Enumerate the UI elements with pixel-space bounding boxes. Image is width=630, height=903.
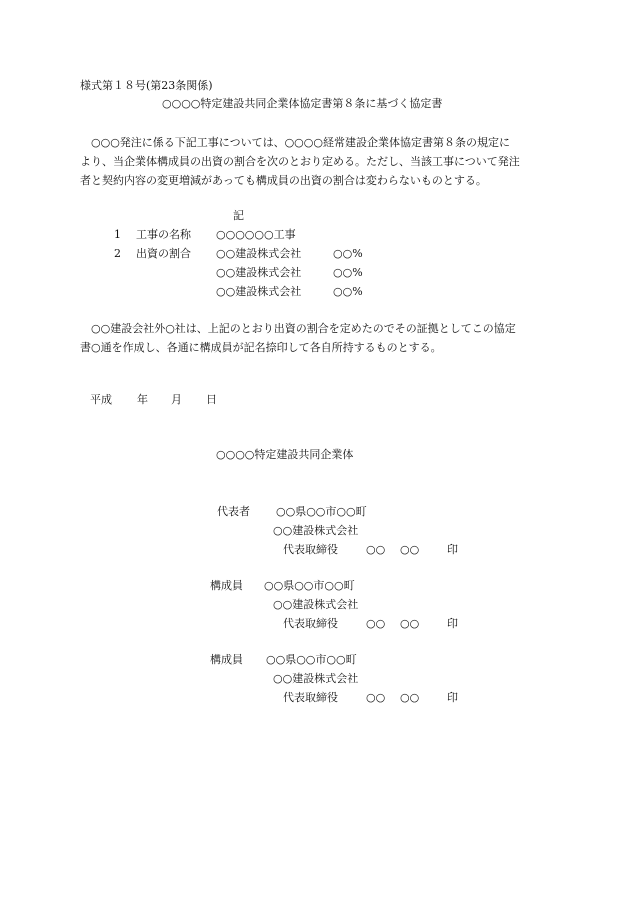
item-2-number: 2: [114, 247, 121, 260]
signatory-3-company: ○○建設株式会社: [273, 672, 359, 685]
signatory-2-position: 代表取締役: [283, 617, 338, 630]
date-year: 年: [137, 393, 148, 406]
share-company-3: ○○建設株式会社: [216, 285, 302, 298]
signatory-2-company: ○○建設株式会社: [273, 598, 359, 611]
signatory-2-name-2: ○○: [400, 617, 420, 630]
share-company-1: ○○建設株式会社: [216, 247, 302, 260]
share-percent-2: ○○%: [333, 266, 363, 279]
date-era: 平成: [90, 393, 112, 406]
signatory-3-name-1: ○○: [366, 691, 386, 704]
date-month: 月: [171, 393, 182, 406]
share-company-2: ○○建設株式会社: [216, 266, 302, 279]
signatory-1-name-2: ○○: [400, 543, 420, 556]
work-name: ○○○○○○工事: [216, 228, 296, 241]
signatory-3-seal: 印: [447, 691, 458, 704]
intro-line-3: 者と契約内容の変更増減があっても構成員の出資の割合は変わらないものとする。: [80, 174, 487, 187]
signatory-1-role: 代表者: [217, 505, 250, 518]
jv-name: ○○○○特定建設共同企業体: [216, 448, 354, 461]
closing-line-1: ○○建設会社外○社は、上記のとおり出資の割合を定めたのでその証拠としてこの協定: [80, 322, 516, 335]
item-2-label: 出資の割合: [136, 247, 191, 260]
signatory-1-seal: 印: [447, 543, 458, 556]
intro-line-1: ○○○発注に係る下記工事については、○○○○経常建設企業体協定書第８条の規定に: [80, 136, 510, 149]
signatory-3-address: ○○県○○市○○町: [266, 653, 357, 666]
signatory-2-role: 構成員: [210, 579, 243, 592]
signatory-1-company: ○○建設株式会社: [273, 524, 359, 537]
document-title: ○○○○特定建設共同企業体協定書第８条に基づく協定書: [162, 97, 443, 110]
notes-heading: 記: [233, 209, 244, 222]
intro-line-2: より、当企業体構成員の出資の割合を次のとおり定める。ただし、当該工事について発注: [80, 155, 520, 168]
closing-line-2: 書○通を作成し、各通に構成員が記名捺印して各自所持するものとする。: [80, 341, 442, 354]
signatory-2-name-1: ○○: [366, 617, 386, 630]
signatory-2-address: ○○県○○市○○町: [264, 579, 355, 592]
signatory-3-role: 構成員: [210, 653, 243, 666]
signatory-1-address: ○○県○○市○○町: [276, 505, 367, 518]
signatory-1-name-1: ○○: [366, 543, 386, 556]
signatory-1-position: 代表取締役: [283, 543, 338, 556]
signatory-3-position: 代表取締役: [283, 691, 338, 704]
share-percent-1: ○○%: [333, 247, 363, 260]
item-1-number: 1: [114, 228, 121, 241]
share-percent-3: ○○%: [333, 285, 363, 298]
date-day: 日: [206, 393, 217, 406]
signatory-3-name-2: ○○: [400, 691, 420, 704]
signatory-2-seal: 印: [447, 617, 458, 630]
item-1-label: 工事の名称: [136, 228, 191, 241]
form-number: 様式第１８号(第23条関係): [80, 79, 213, 92]
